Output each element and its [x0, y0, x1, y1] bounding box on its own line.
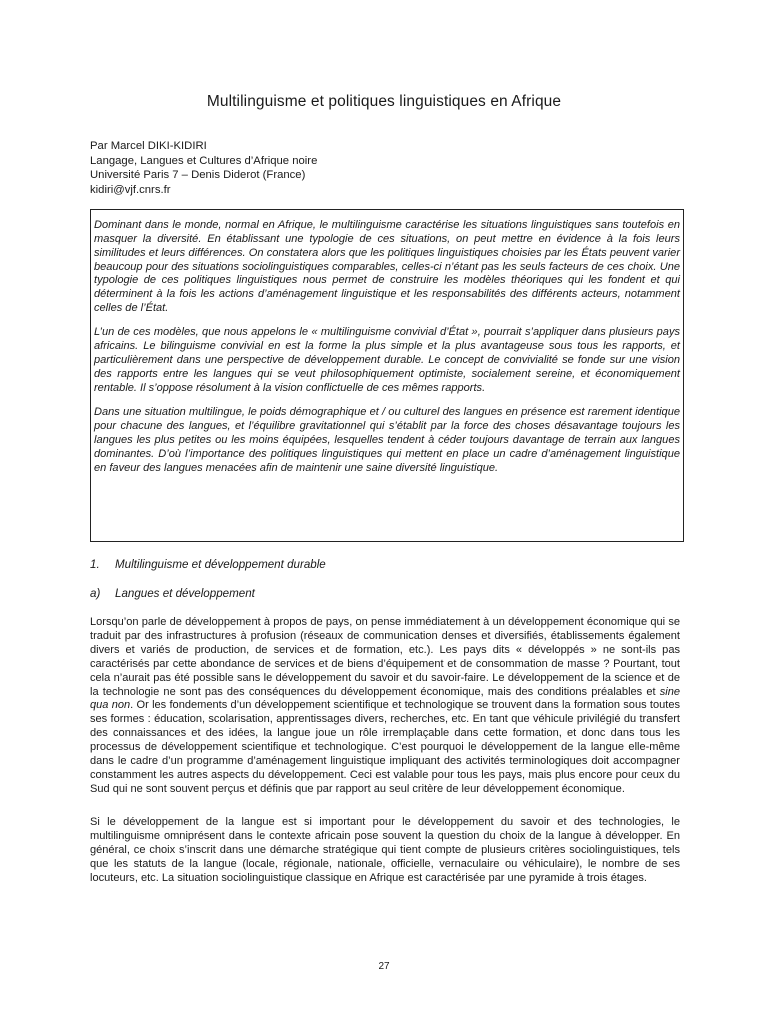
abstract-box: [90, 209, 684, 542]
author-university: Université Paris 7 – Denis Diderot (France): [90, 169, 306, 182]
page-title: Multilinguisme et politiques linguistiques en Afrique: [206, 93, 562, 110]
subsection-heading: [90, 587, 255, 600]
body-paragraph-2-text: Si le développement de la langue est si important pour le développement du savoir et des technologies, le multilinguisme omniprésent dans le contexte africain pose souvent la question du choix de la langue à développer. En général, ce choix s’inscrit dans une démarche stratégique qui tient compte de plusieurs critères sociolinguistiques, tels que les statuts de la langue (locale, régionale, nationale, officielle, vernaculaire ou véhiculaire), le nombre de ses locuteurs, etc. La situation sociolinguistique classique en Afrique est caractérisée par une pyramide à trois étages.: [90, 816, 680, 884]
subsection-letter: a): [90, 587, 101, 600]
abstract-paragraph-1: Dominant dans le monde, normal en Afrique, le multilinguisme caractérise les situations linguistiques sans toutefois en masquer la diversité. En établissant une typologie de ces situations, on peut mettre en évidence à la fois leurs similitudes et leurs différences. On constatera alors que les politiques linguistiques choisies par les États peuvent varier beaucoup pour des situations sociolinguistiques comparables, celles-ci n’étant pas les seuls facteurs de ces choix. Une typologie de ces politiques linguistiques nous permet de construire les modèles théoriques qui les fondent et qui déterminent à la fois les actions d’aménagement linguistique et les responsabilités des différents acteurs, notamment celles de l’État.: [94, 219, 680, 315]
body-paragraph-1: [90, 616, 680, 797]
abstract-paragraph-3: Dans une situation multilingue, le poids démographique et / ou culturel des langues en présence est rarement identique pour chacune des langues, et l’équilibre gravitationnel qui s’établit par la force des choses désavantage toujours les langues les plus petites ou les moins équipées, lesquelles tendent à céder toujours davantage de terrain aux langues dominantes. D’où l’importance des politiques linguistiques qui mettent en place un cadre d’aménagement linguistique en faveur des langues menacées afin de maintenir une saine diversité linguistique.: [94, 406, 680, 474]
author-affiliation: Langage, Langues et Cultures d’Afrique noire: [90, 154, 318, 167]
author-email: kidiri@vjf.cnrs.fr: [90, 183, 171, 196]
body-paragraph-1-part-1: Lorsqu’on parle de développement à propos de pays, on pense immédiatement à un développement économique qui se traduit par des infrastructures à profusion (réseaux de communication denses et diversifiés, établissements également divers et variés de production, de services et de formation, etc.). Les pays dits « développés » ne sont-ils pas caractérisés par cette abondance de services et de biens d’équipement et de consommation de masse ? Pourtant, tout cela n’aurait pas été possible sans le développement du savoir et du savoir-faire. Le développement de la science et de la technologie ne sont pas des conséquences du développement économique, mais des conditions préalables et: [90, 616, 680, 698]
section-heading: [90, 558, 326, 571]
abstract-paragraph-2: L’un de ces modèles, que nous appelons le « multilinguisme convivial d’État », pourrait s’appliquer dans plusieurs pays africains. Le bilinguisme convivial en est la forme la plus simple et la plus avantageuse sous tous les rapports, et particulièrement dans une perspective de développement durable. Le concept de convivialité se fonde sur une vision des rapports entre les langues qui se veut philosophiquement optimiste, socialement sereine, et économiquement rentable. Il s’oppose résolument à la vision conflictuelle de ces mêmes rapports.: [94, 326, 680, 394]
author-name: Par Marcel DIKI-KIDIRI: [90, 140, 207, 152]
body-paragraph-2: [90, 816, 680, 886]
subsection-title: Langues et développement: [115, 587, 255, 600]
page-number: 27: [378, 961, 390, 972]
latin-emphasis: sine qua non: [90, 685, 680, 712]
section-title: Multilinguisme et développement durable: [115, 558, 326, 571]
section-number: 1.: [90, 558, 100, 571]
body-paragraph-1-part-2: . Or les fondements d’un développement scientifique et technologique se trouvent dans la formation sous toutes ses formes : éducation, scolarisation, apprentissages divers, recherches, etc. En tant que véhicule privilégié du transfert des connaissances et des idées, la langue joue un rôle irremplaçable dans cette formation, et donc dans tous les processus de développement scientifique et technologique. C’est pourquoi le développement de la langue elle-même dans le cadre d’un programme d’aménagement linguistique impliquant des activités terminologiques doit accompagner constamment les autres aspects du développement. Ceci est valable pour tous les pays, mais plus encore pour ceux du Sud qui ne sont souvent perçus et définis que par rapport au seul critère de leur développement économique.: [90, 699, 680, 795]
author-block: [90, 139, 317, 197]
